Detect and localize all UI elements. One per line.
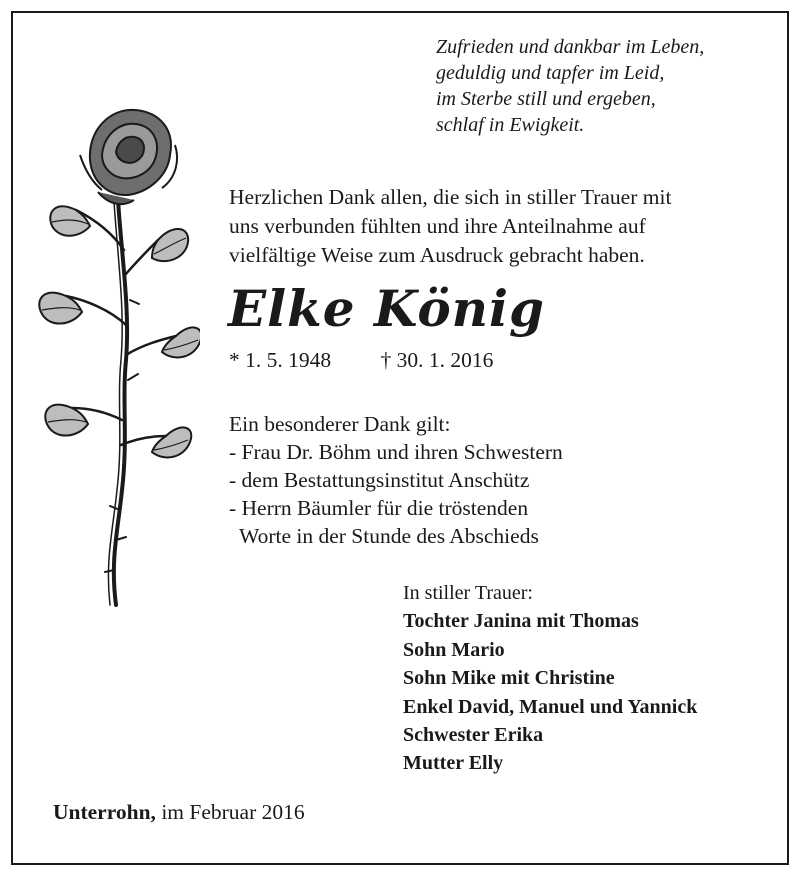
special-thanks-item: - dem Bestattungsinstitut Anschütz xyxy=(229,468,530,492)
mourner-name: Tochter Janina mit Thomas xyxy=(403,610,639,633)
poem-line: Zufrieden und dankbar im Leben, xyxy=(436,36,705,58)
special-thanks-item: - Herrn Bäumler für die tröstenden xyxy=(229,496,529,520)
mourners-heading: In stiller Trauer: xyxy=(403,582,533,604)
poem-line: geduldig und tapfer im Leid, xyxy=(436,62,665,84)
place-and-date xyxy=(53,798,305,826)
special-thanks-item: Worte in der Stunde des Abschieds xyxy=(239,524,539,548)
deceased-name: Elke König xyxy=(228,279,545,338)
special-thanks xyxy=(229,410,749,550)
mourner-name: Enkel David, Manuel und Yannick xyxy=(403,695,698,718)
thanks-line: Herzlichen Dank allen, die sich in stiller Trauer mit xyxy=(229,185,672,209)
mourner-name: Sohn Mario xyxy=(403,638,505,661)
thanks-line: uns verbunden fühlten und ihre Anteilnahme auf xyxy=(229,214,646,238)
special-thanks-item: - Frau Dr. Böhm und ihren Schwestern xyxy=(229,440,563,464)
life-dates xyxy=(229,346,493,374)
thanks-line: vielfältige Weise zum Ausdruck gebracht haben. xyxy=(229,243,645,267)
mourner-name: Mutter Elly xyxy=(403,752,504,775)
date: im Februar 2016 xyxy=(161,800,305,824)
thanks-paragraph xyxy=(229,183,749,270)
poem-line: schlaf in Ewigkeit. xyxy=(436,114,585,136)
place: Unterrohn, xyxy=(53,800,156,824)
mourners-list xyxy=(403,579,793,778)
mourner-name: Sohn Mike mit Christine xyxy=(403,667,615,690)
poem-line: im Sterbe still und ergeben, xyxy=(436,88,656,110)
death-date: † 30. 1. 2016 xyxy=(380,348,494,372)
mourner-name: Schwester Erika xyxy=(403,724,544,747)
rose-icon xyxy=(30,100,200,620)
birth-date: * 1. 5. 1948 xyxy=(229,348,332,372)
poem xyxy=(436,34,776,138)
special-thanks-heading: Ein besonderer Dank gilt: xyxy=(229,412,451,436)
